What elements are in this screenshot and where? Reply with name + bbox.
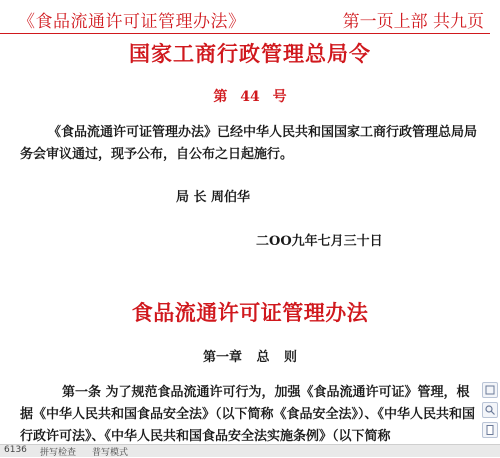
status-mode[interactable]: 普写模式 [92,448,129,458]
order-number: 第 44 号 [213,89,287,105]
status-spellcheck[interactable]: 拼写检查 [40,448,77,458]
status-word-count: 6136 [4,445,27,455]
rules-title: 食品流通许可证管理办法 [131,300,369,325]
announcement-paragraph: 《食品流通许可证管理办法》已经中华人民共和国国家工商行政管理总局局务会审议通过，现予公布，自公布之日起施行。 [20,125,478,162]
order-title: 国家工商行政管理总局令 [129,41,371,66]
page-header [0,0,500,40]
header-document-title: 《食品流通许可证管理办法》 [18,12,246,32]
signer-line: 局 长 周伯华 [176,190,251,205]
search-icon[interactable] [482,402,498,418]
header-page-info: 第一页上部 共九页 [342,12,484,32]
header-divider [0,33,490,34]
issue-date: 二OO九年七月三十日 [256,234,383,249]
status-bar [0,444,500,457]
side-toolbar [480,382,500,442]
chapter-heading: 第一章 总 则 [202,350,298,365]
page-icon[interactable] [482,422,498,438]
article-1-paragraph: 第一条 为了规范食品流通许可行为，加强《食品流通许可证》管理，根据《中华人民共和国食品安全法》（以下简称《食品安全法》）、《中华人民共和国行政许可法》、《中华人民共和国食品安全法实施条例》（以下简称 [20,385,476,444]
tool-icon[interactable] [482,382,498,398]
